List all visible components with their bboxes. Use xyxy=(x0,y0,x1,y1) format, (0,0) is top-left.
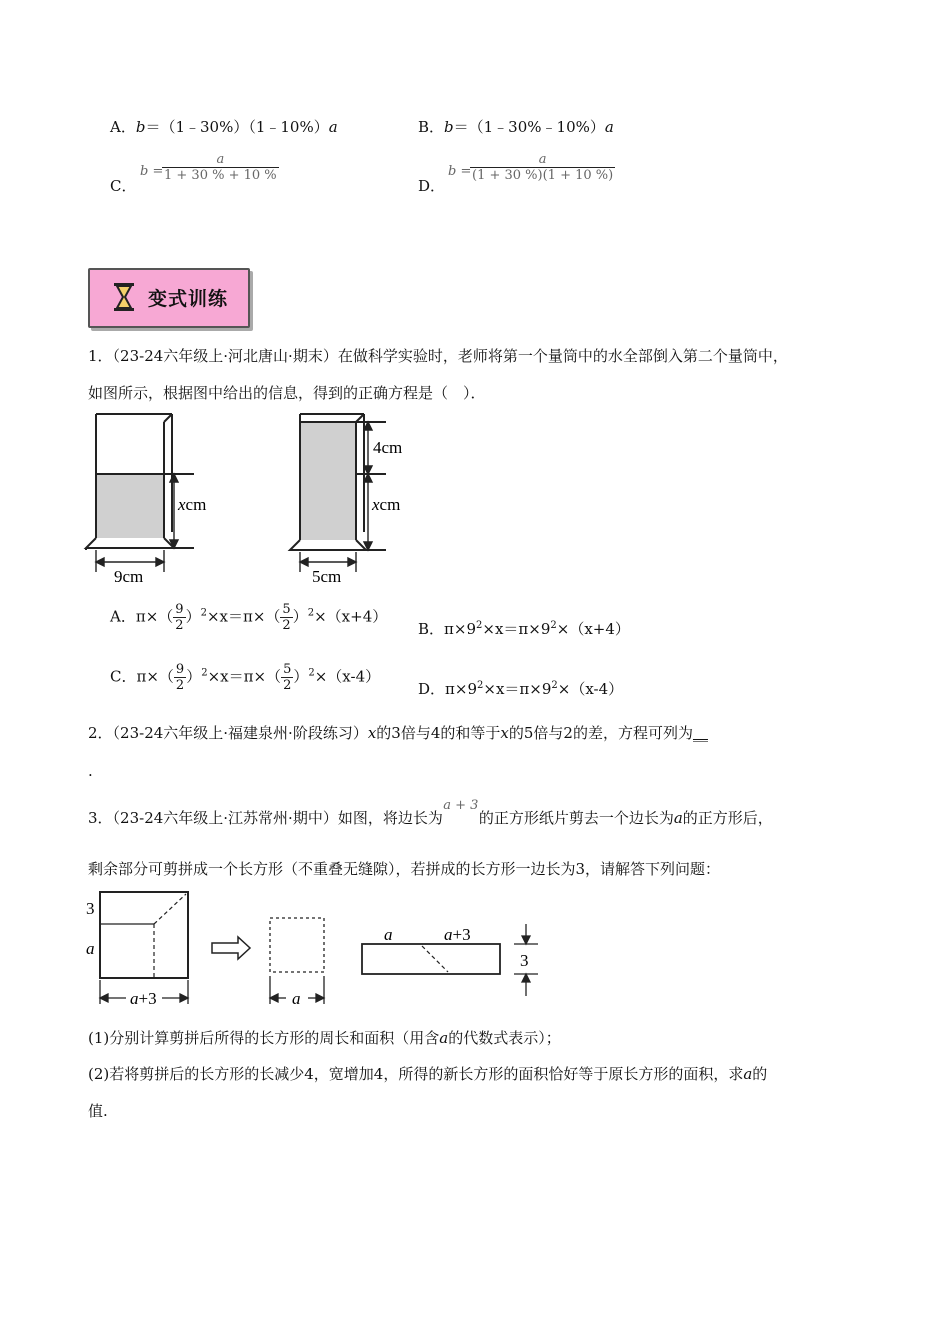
q3-sub2-line2: 值. xyxy=(88,1102,108,1120)
fraction-c: $\frac{a}{1 + 30 \% + 10 \%}$ xyxy=(164,152,277,183)
q1-option-c[interactable]: C．π×（ $\frac{9}{2}$ ）$^2$×x＝π×（ $\frac{5}{2}$ ）$^2$×（x-4） xyxy=(110,662,381,693)
q2-line1: 2．（23-24六年级上·福建泉州·阶段练习）x的3倍与4的和等于x的5倍与2的差，方程可列为__ xyxy=(88,724,708,742)
section-title: 变式训练 xyxy=(148,288,229,310)
label-a3-bottom: a+3 xyxy=(130,989,157,1008)
cylinder-figure xyxy=(86,412,426,592)
section-banner xyxy=(88,268,250,328)
q3-sub2: (2)若将剪拼后的长方形的长减少4，宽增加4，所得的新长方形的面积恰好等于原长方形的面积，求a的 xyxy=(88,1065,768,1083)
q1-option-d[interactable]: D．$\pi\times 9^2\times x=\pi\times 9^2\times(x-4)$ xyxy=(418,680,624,698)
option-d-prev[interactable]: D． b = $\frac{a}{(1 + 30 \%)(1 + 10 \%)}$ xyxy=(418,152,614,195)
q1-option-b[interactable]: B．$\pi\times 9^2\times x=\pi\times 9^2\times(x+4)$ xyxy=(418,620,630,638)
left-width-label: 9cm xyxy=(114,567,144,586)
q1-line1: 1．（23-24六年级上·河北唐山·期末）在做科学实验时，老师将第一个量筒中的水全部倒入第二个量筒中， xyxy=(88,347,788,365)
arrow-right-icon xyxy=(212,937,250,959)
label-rect-a: a xyxy=(384,925,393,944)
hourglass-icon xyxy=(112,282,136,312)
left-height-label: xcm xyxy=(178,495,207,514)
q1-option-a[interactable]: A．π×（ $\frac{9}{2}$ ）$^2$×x＝π×（ $\frac{5}{2}$ ）$^2$×（x+4） xyxy=(110,602,388,633)
option-b-prev[interactable]: B．b＝（1﹣30%﹣10%）a xyxy=(418,118,614,136)
right-height-label: xcm xyxy=(372,495,401,514)
square-figure xyxy=(86,888,546,1018)
small-square xyxy=(270,918,324,972)
big-square xyxy=(100,892,188,978)
q3-sub1: (1)分别计算剪拼后所得的长方形的周长和面积（用含a的代数式表示）； xyxy=(88,1029,561,1047)
right-top-label: 4cm xyxy=(373,438,403,457)
label-a-left: a xyxy=(86,939,95,958)
right-width-label: 5cm xyxy=(312,567,342,586)
q2-line2: . xyxy=(88,762,93,780)
label-rect-3: 3 xyxy=(520,951,529,970)
option-c-prev[interactable]: C． b = $\frac{a}{1 + 30 \% + 10 \%}$ xyxy=(110,152,277,195)
result-rectangle xyxy=(362,944,500,974)
q1-line2: 如图所示，根据图中给出的信息，得到的正确方程是（ ）． xyxy=(88,384,486,402)
label-a-small: a xyxy=(292,989,301,1008)
option-a-prev[interactable]: A．b＝（1﹣30%）（1﹣10%）a xyxy=(110,118,338,136)
q3-line1: 3．（23-24六年级上·江苏常州·期中）如图，将边长为a + 3的正方形纸片剪去一个边长为a的正方形后， xyxy=(88,798,773,827)
answer-blank[interactable]: __ xyxy=(692,724,708,742)
label-3-left: 3 xyxy=(86,899,95,918)
fraction-d: $\frac{a}{(1 + 30 \%)(1 + 10 \%)}$ xyxy=(472,152,614,183)
q3-line2: 剩余部分可剪拼成一个长方形（不重叠无缝隙），若拼成的长方形一边长为3，请解答下列问题： xyxy=(88,860,721,878)
label-rect-a3: a+3 xyxy=(444,925,471,944)
